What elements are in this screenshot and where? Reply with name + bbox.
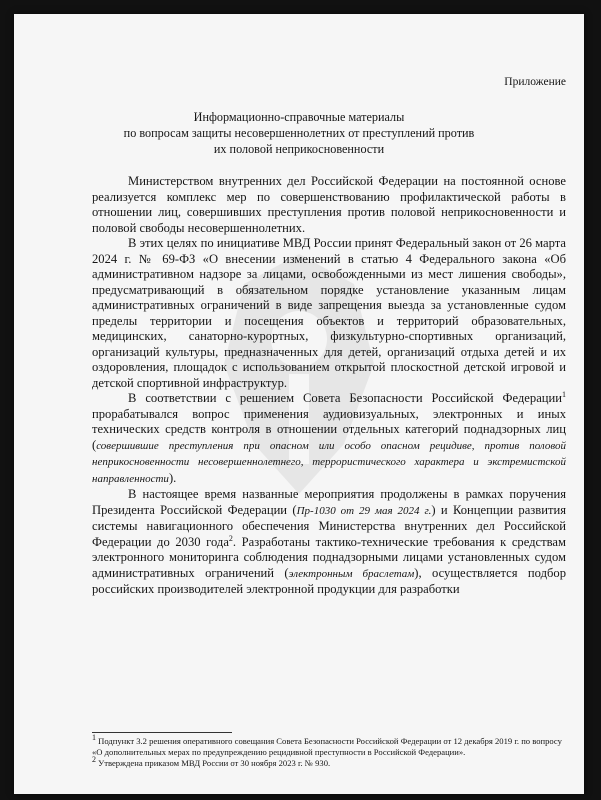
paragraph-3 xyxy=(92,391,566,487)
footnotes xyxy=(92,732,566,769)
footnote-divider xyxy=(92,732,232,733)
title-line-2: по вопросам защиты несовершеннолетних от преступлений против xyxy=(123,126,475,140)
footnote-1 xyxy=(92,733,566,758)
paragraph-3-italic: совершившие преступления при опасном или особо опасном рецидиве, против половой неприкосновенности несовершеннолетнего, террористического характера и экстремистской направленности xyxy=(92,439,566,485)
paragraph-4-text-b: ) и Концепции развития системы навигационного обеспечения Министерства внутренних дел Российской Федерации до 2030 года xyxy=(92,502,567,549)
title-line-1: Информационно-справочные материалы xyxy=(193,110,405,124)
paragraph-4-text-d: ), осуществляется подбор российских производителей электронной продукции для разработки xyxy=(92,565,566,596)
footnote-1-mark: 1 xyxy=(92,733,96,743)
footnote-1-text: Подпункт 3.2 решения оперативного совещания Совета Безопасности Российской Федерации от 12 декабря 2019 г. по вопросу «О дополнительных мерах по предупреждению рецидивной преступности в Российской Федерации». xyxy=(92,736,562,757)
footnote-2-mark: 2 xyxy=(92,755,96,765)
appendix-label: Приложение xyxy=(504,76,566,88)
paragraph-2: В этих целях по инициативе МВД России принят Федеральный закон от 26 марта 2024 г. № 69-ФЗ «О внесении изменений в статью 4 Федерального закона «Об административном надзоре за лицами, освобожденными из мест лишения свободы», предусматривающий в обязательном порядке установление указанным лицам административных ограничений в виде запрещения выезда за установленные судом пределы территории и посещения объектов и территорий образовательных, медицинских, санаторно-курортных, физкультурно-спортивных организаций, организаций культуры, предназначенных для детей, организаций отдыха детей и их оздоровления, площадок с использованием открытой плоскостной детской игровой и детской спортивной инфраструктур. xyxy=(92,236,566,390)
paragraph-4 xyxy=(92,487,566,598)
footnote-ref-2: 2 xyxy=(228,533,233,543)
paragraph-3-text-a: В соответствии с решением Совета Безопасности Российской Федерации xyxy=(128,391,562,405)
paragraph-4-text-c: . Разработаны тактико-технические требования к средствам электронного мониторинга соблюдения поднадзорными лицами установленных судом административных ограничений ( xyxy=(92,534,566,580)
paragraph-4-italic-2: электронным браслетам xyxy=(288,567,415,580)
document-page xyxy=(14,14,584,794)
footnote-ref-1: 1 xyxy=(562,389,566,399)
title-line-3: их половой неприкосновенности xyxy=(213,142,385,156)
paragraph-3-text-c: ). xyxy=(168,470,177,485)
document-title xyxy=(14,109,584,157)
paragraph-1: Министерством внутренних дел Российской Федерации на постоянной основе реализуется комплекс мер по совершенствованию профилактической работы в отношении лиц, совершивших преступления против половой неприкосновенности и половой свободы несовершеннолетних. xyxy=(92,174,566,235)
paragraph-4-italic: Пр-1030 от 29 мая 2024 г. xyxy=(296,504,432,517)
footnote-2 xyxy=(92,755,566,769)
paragraph-4-text-a: В настоящее время названные мероприятия продолжены в рамках поручения Президента Российской Федерации ( xyxy=(92,487,566,517)
footnote-2-text: Утверждена приказом МВД России от 30 ноября 2023 г. № 930. xyxy=(96,758,331,768)
document-body xyxy=(92,174,566,598)
paragraph-3-text-b: прорабатывался вопрос применения аудиовизуальных, электронных и иных технических средств контроля в отношении отдельных категорий поднадзорных лиц ( xyxy=(92,406,566,452)
